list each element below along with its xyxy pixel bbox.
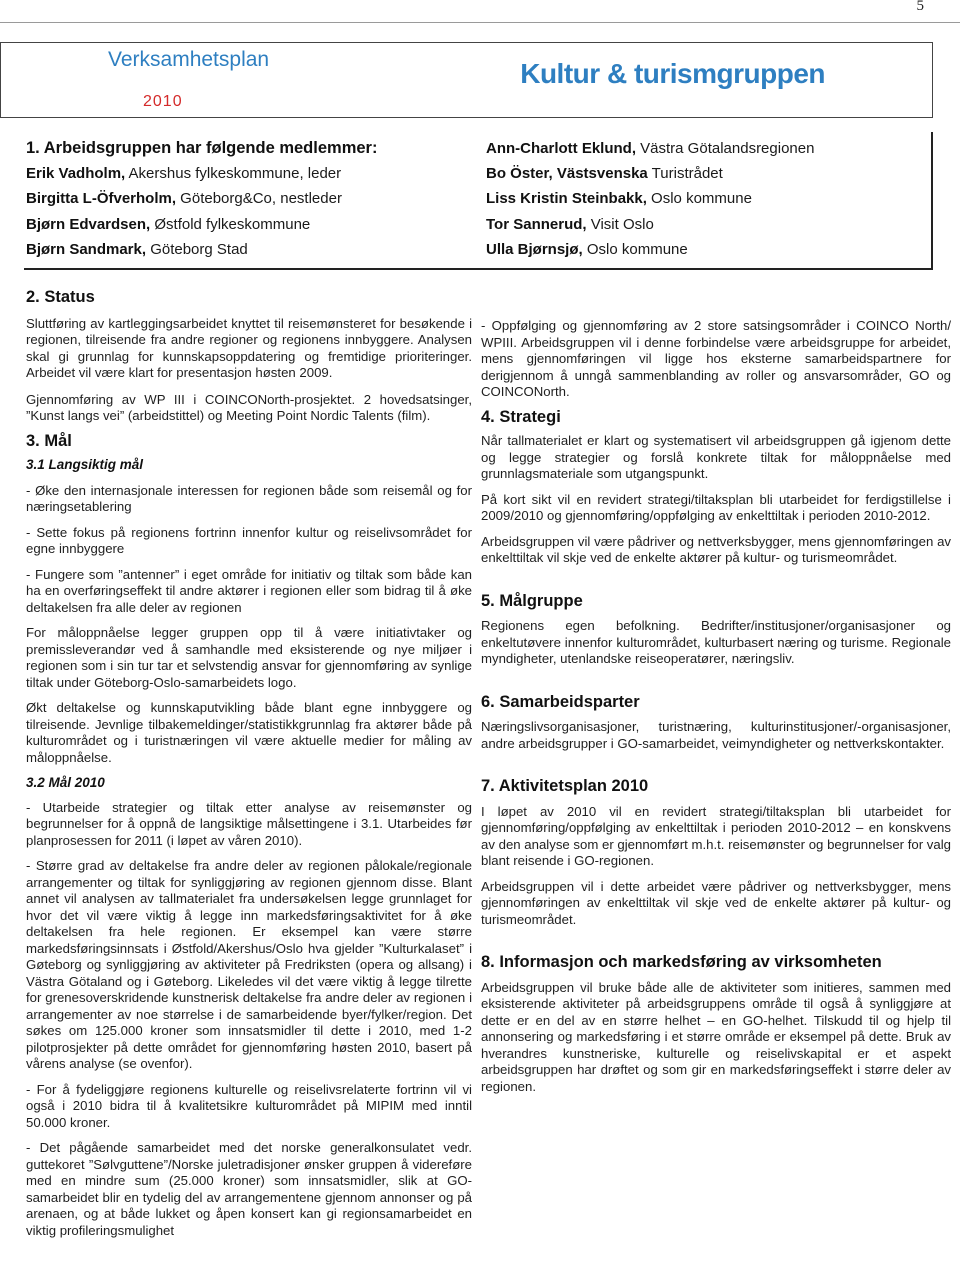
activity-plan-heading: 7. Aktivitetsplan 2010 (481, 777, 649, 795)
member-entry (26, 237, 377, 262)
member-org: Turistrådet (647, 165, 723, 183)
member-name: Bo Öster, Västsvenska (486, 165, 648, 183)
member-name: Liss Kristin Steinbakk, (486, 190, 647, 208)
member-name: Ulla Bjørnsjø, (486, 240, 583, 258)
followup-paragraph: - Oppfølging og gjennomføring av 2 store satsingsområder i COINCO North/ WPIII. Arbeidsgruppen vil i denne forbindelse være arbeidsgruppe for arbeidet, mens gjennomføringen vil ligge hos eksterne samarbeidspartnere for derigjennom å unngå sammenblanding av roller og ansvarsområder, GO og COINCONorth. (481, 318, 951, 399)
plan-year: 2010 (143, 93, 183, 110)
target-group-heading: 5. Målgruppe (481, 591, 583, 610)
long-goal-heading: 3.1 Langsiktig mål (26, 457, 144, 472)
strategy-paragraph: På kort sikt vil en revidert strategi/tiltaksplan bli utarbeidet for ferdigstillelse i 2009/2010 og gjennomføring/oppfølging av enkelttiltak i perioden 2010-2012. (481, 491, 951, 523)
goal-2010-paragraph: - Det pågående samarbeidet med det norske generalkonsulatet vedr. guttekoret ”Sølvguttene”/Norske juletradisjoner ønsker gruppen å videreføre med en mindre sum (25.000 kroner) som innsatsmidler, slik at GO-samarbeidet blir en tydelig del av arrangementene gjennom annonser og på arenaen, og at både lukket og åpen konsert kan gi regionsamarbeidet en viktig profileringsmulighet (26, 1140, 472, 1238)
members-heading: 1. Arbeidsgruppen har følgende medlemmer: (26, 139, 378, 157)
strategy-paragraph: Når tallmaterialet er klart og systematisert vil arbeidsgruppen gå igjenom dette og legge strategier og forslå konkrete tiltak for måloppnåelse med grunnlagsmateriale som utgangspunkt. (481, 433, 951, 481)
left-text-column (26, 289, 472, 1239)
member-org: Oslo kommune (582, 240, 688, 258)
members-left-column (26, 136, 377, 262)
members-right-column (486, 136, 814, 262)
goal-heading: 3. Mål (26, 431, 72, 450)
member-org: Göteborg&Co, nestleder (176, 190, 342, 208)
long-goal-paragraph: - Fungere som ”antenner” i eget område for initiativ og tiltak som både kan ha en overføringseffekt til andre aktører i regionen eller som bidrag til å øke deltakelsen fra alle deler av regionen (26, 566, 472, 615)
plan-title: Verksamhetsplan (108, 48, 270, 71)
strategy-paragraph: Arbeidsgruppen vil være pådriver og nettverksbygger, mens gjennomføringen av enkelttiltak vil skje ved de enkelte aktører på kultur- og turismeområdet. (481, 533, 951, 565)
member-entry (26, 212, 377, 237)
activity-plan-paragraph: I løpet av 2010 vil en revidert strategi/tiltaksplan bli utarbeidet for gjennomføring/oppfølging av enkelttiltak i perioden 2010-2012 – en konskvens av den analyse som er gjennomført m.h.t. reisemønster og begrunnelser for valg blant reisende i GO-regionen. (481, 803, 951, 868)
member-entry (486, 161, 814, 186)
partners-paragraph: Næringslivsorganisasjoner, turistnæring, kulturinstitusjoner/-organisasjoner, andre arbeidsgrupper i GO-samarbeidet, veimyndigheter og nettverkskontakter. (481, 719, 951, 751)
long-goal-paragraph: For måloppnåelse legger gruppen opp til å være initiativtaker og premissleverandør ved å samhandle med eksisterende og nye miljøer i regionen som i sin tur tar et selvstendig ansvar for gjennomføring av synlige tiltak under Göteborg-Oslo-samarbeidets logo. (26, 625, 472, 690)
target-group-paragraph: Regionens egen befolkning. Bedrifter/institusjoner/organisasjoner og enkeltutøvere innenfor kulturområdet, kulturbasert næring og turisme. Regionale myndigheter, utenlandske reiseoperatører, næringsliv. (481, 618, 951, 666)
status-paragraph-2: Gjennomføring av WP III i COINCONorth-prosjektet. 2 hovedsatsinger, ”Kunst langs vei” (arbeidstittel) og Meeting Point Nordic Talents (film). (26, 391, 472, 423)
member-org: Østfold fylkeskommune (150, 215, 311, 233)
strategy-heading: 4. Strategi (481, 407, 561, 426)
member-name: Tor Sannerud, (486, 215, 587, 233)
long-goal-paragraph: - Sette fokus på regionens fortrinn innenfor kultur og reiselivsområdet for egne innbyggere (26, 524, 472, 556)
member-entry (486, 186, 814, 211)
member-entry (26, 161, 377, 186)
goal-2010-heading: 3.2 Mål 2010 (26, 775, 105, 790)
member-entry (26, 186, 377, 211)
long-goal-paragraph: - Øke den internasjonale interessen for regionen både som reisemål og for næringsetablering (26, 482, 472, 514)
status-paragraph-1: Sluttføring av kartleggingsarbeidet knyttet til reisemønsteret for besøkende i regionen, tilreisende fra andre regioner og regionens innbyggere. Analysen skal gi grunnlag for kunnskapsoppdatering og fremtidige prioriteringer. Arbeidet vil være klart for presentasjon høsten 2009. (26, 315, 472, 380)
long-goal-paragraph: Økt deltakelse og kunnskaputvikling både blant egne innbyggere og tilreisende. Jevnlige tilbakemeldinger/statistikkgrunnlag fra aktører både på kulturområdet og i turistnæringen vil være aktuelle medier for måling av måloppnåelse. (26, 700, 472, 765)
group-title: Kultur & turismgruppen (520, 58, 825, 89)
member-org: Göteborg Stad (146, 240, 248, 258)
member-entry (486, 237, 814, 262)
member-name: Erik Vadholm, (26, 165, 126, 183)
goal-2010-paragraph: - Større grad av deltakelse fra andre deler av regionen pålokale/regionale arrangementer og tiltak for synliggjøring av regionen gjennom disse. Blant annet vil analysen av tallmaterialet fra undersøkelsen legge grunnlaget for hvor det vil være viktig å legge inn markedsføringsaktivitet for å øke deltakelsen fra hele regionen. Er eksempel kan være større markedsføringsinnsats i Østfold/Akershus/Oslo hva gjelder ”Kulturkalaset” i Gøteborg og synliggjøring av aktiviteter på Fredriksten (opera og allsang) i Västra Götaland og i Gøteborg. Likeledes vil det være viktig å legge tilrette for grenesoverskridende kunstnerisk deltakelse fra andre deler av regionen i arrangementer av noe størrelse i de samarbeidende byer/fylker/region. Det søkes om 125.000 kroner som innsatsmidler til dette i 2010, med 1-2 pilotprosjekter på dette området for gjennomføring høsten 2010, basert på vårens analyse (se ovenfor). (26, 858, 472, 1071)
member-name: Birgitta L-Öfverholm, (26, 190, 177, 208)
information-paragraph: Arbeidsgruppen vil bruke både alle de aktiviteter som initieres, sammen med eksisterende aktiviteter på arbeidsgruppens område til også å synliggjøre at dette er en del av en større helhet – en GO-helhet. Tilskudd til og hjelp til annonsering og markedsføring i et større område er eksempel på dette. Bruk av hverandres kunstneriske, kulturelle og reiselivskapital er et aspekt arbeidsgruppen har drøftet og som gir en markedsføringseffekt i større deler av regionen. (481, 979, 951, 1094)
goal-2010-paragraph: - For å fydeliggjøre regionens kulturelle og reiselivsrelaterte fortrinn vil vi også i 2010 bidra til å kvalitetsikre kulturområdet på MIPIM med inntil 50.000 kroner. (26, 1081, 472, 1130)
member-name: Bjørn Edvardsen, (26, 215, 151, 233)
member-entry (486, 136, 814, 161)
header-rule (0, 22, 960, 23)
member-name: Ann-Charlott Eklund, (486, 140, 636, 157)
activity-plan-paragraph: Arbeidsgruppen vil i dette arbeidet være pådriver og nettverksbygger, mens gjennomføringen av enkelttiltak vil skje ved de enkelte aktører på kultur- og turismeområdet. (481, 878, 951, 927)
status-heading: 2. Status (26, 288, 95, 306)
member-org: Visit Oslo (586, 215, 654, 233)
page-number: 5 (916, 0, 924, 14)
member-org: Oslo kommune (646, 190, 752, 208)
partners-heading: 6. Samarbeidsparter (481, 692, 640, 711)
goal-2010-paragraph: - Utarbeide strategier og tiltak etter analyse av reisemønster og begrunnelser for å oppnå de langsiktige målsettingene i 3.1. Utarbeides før planprosessen for 2011 (i løpet av våren 2010). (26, 799, 472, 848)
member-org: Akershus fylkeskommune, leder (125, 165, 342, 183)
right-text-column (481, 318, 951, 1095)
member-org: Västra Götalandsregionen (636, 140, 815, 157)
member-entry (486, 212, 814, 237)
member-name: Bjørn Sandmark, (26, 240, 147, 258)
information-heading: 8. Informasjon och markedsføring av virksomheten (481, 953, 882, 971)
